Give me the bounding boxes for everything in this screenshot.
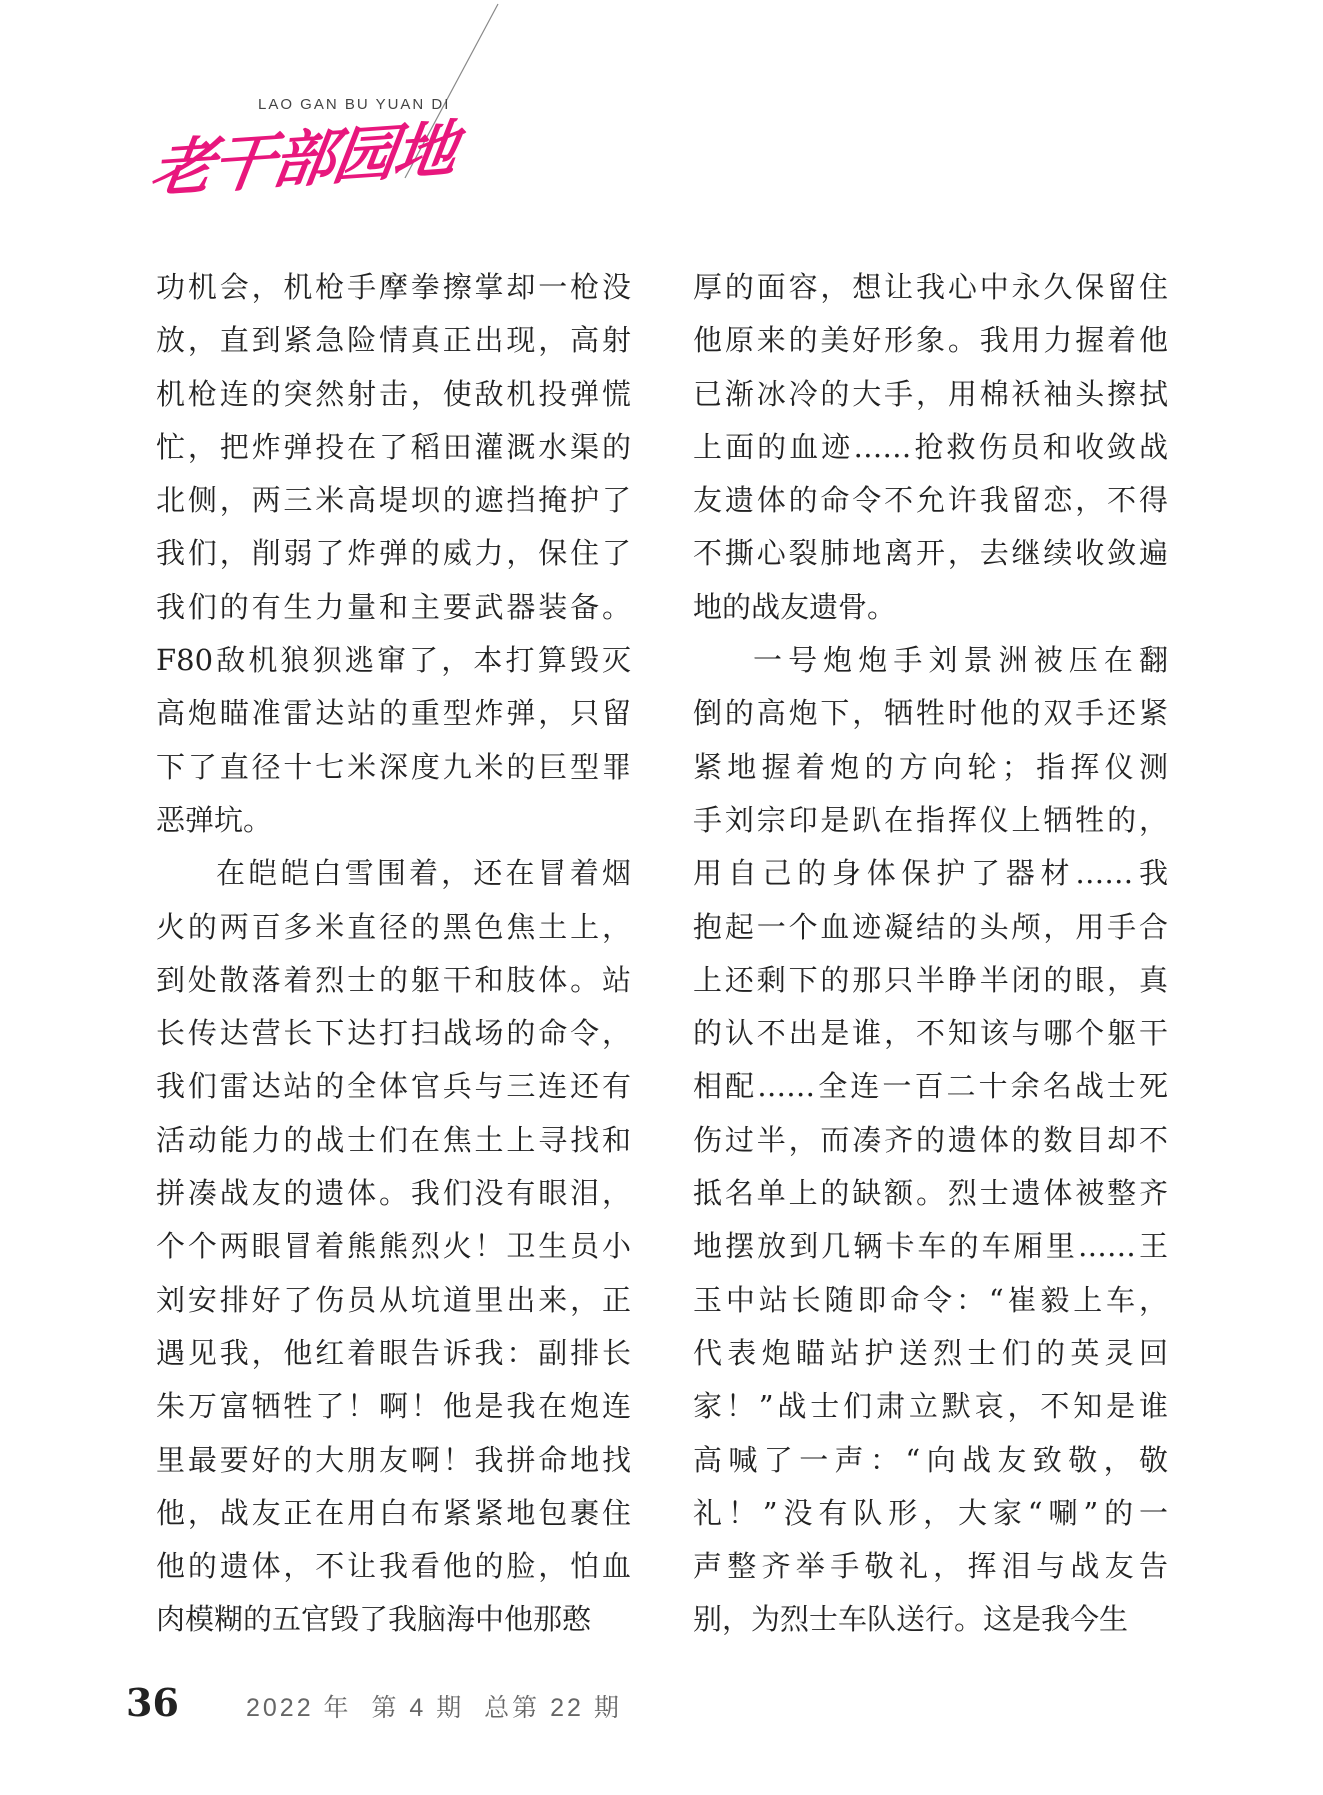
text-line: 他的遗体，不让我看他的脸，怕血 — [156, 1549, 631, 1584]
text-line: 我们的有生力量和主要武器装备。 — [156, 589, 631, 624]
page-number: 36 — [126, 1680, 179, 1725]
text-line: 高炮瞄准雷达站的重型炸弹，只留 — [156, 696, 631, 731]
text-line: 放，直到紧急险情真正出现，高射 — [156, 323, 631, 358]
text-line: 到处散落着烈士的躯干和肢体。站 — [156, 962, 631, 997]
text-line: 相配……全连一百二十余名战士死 — [693, 1069, 1168, 1104]
column-logo: 老干部园地 — [146, 112, 461, 206]
text-line: 长传达营长下达打扫战场的命令， — [156, 1016, 631, 1051]
text-line: 的认不出是谁，不知该与哪个躯干 — [693, 1016, 1168, 1051]
text-line: 忙，把炸弹投在了稻田灌溉水渠的 — [156, 429, 631, 464]
text-column-left — [156, 261, 631, 1647]
issue-info: 2022 年 第 4 期 总第 22 期 — [246, 1694, 622, 1722]
column-pinyin: LAO GAN BU YUAN DI — [258, 96, 451, 113]
text-line: 火的两百多米直径的黑色焦土上， — [156, 909, 631, 944]
text-line: 友遗体的命令不允许我留恋，不得 — [693, 483, 1168, 518]
text-line: 遇见我，他红着眼告诉我：副排长 — [156, 1335, 631, 1370]
page-footer — [0, 1670, 1323, 1730]
text-line: 恶弹坑。 — [156, 802, 273, 837]
text-line: 礼！”没有队形，大家“唰”的一 — [693, 1495, 1168, 1530]
text-line: 伤过半，而凑齐的遗体的数目却不 — [693, 1122, 1168, 1157]
text-line: 功机会，机枪手摩拳擦掌却一枪没 — [156, 270, 631, 304]
text-line: 抵名单上的缺额。烈士遗体被整齐 — [693, 1176, 1168, 1211]
text-line: 机枪连的突然射击，使敌机投弹慌 — [156, 376, 631, 411]
text-line: 地的战友遗骨。 — [693, 589, 897, 624]
text-line: 在皑皑白雪围着，还在冒着烟 — [216, 856, 631, 891]
text-line: 家！”战士们肃立默哀，不知是谁 — [693, 1389, 1168, 1424]
text-line: 别，为烈士车队送行。这是我今生 — [693, 1602, 1129, 1637]
text-line: 他原来的美好形象。我用力握着他 — [693, 323, 1168, 358]
text-line: 代表炮瞄站护送烈士们的英灵回 — [693, 1335, 1168, 1370]
text-line: 活动能力的战士们在焦土上寻找和 — [156, 1122, 631, 1157]
text-line: 里最要好的大朋友啊！我拼命地找 — [156, 1442, 631, 1477]
text-line: 紧地握着炮的方向轮；指挥仪测 — [693, 749, 1168, 784]
text-line: 地摆放到几辆卡车的车厢里……王 — [693, 1229, 1168, 1264]
text-line: 朱万富牺牲了！啊！他是我在炮连 — [156, 1389, 631, 1424]
text-line: 我们，削弱了炸弹的威力，保住了 — [156, 536, 631, 571]
text-line: 上面的血迹……抢救伤员和收敛战 — [693, 429, 1168, 464]
text-line: 手刘宗印是趴在指挥仪上牺牲的， — [693, 802, 1168, 837]
text-line: 声整齐举手敬礼，挥泪与战友告 — [693, 1549, 1168, 1584]
text-column-right — [693, 261, 1168, 1647]
text-line: 厚的面容，想让我心中永久保留住 — [693, 270, 1168, 304]
text-line: 肉模糊的五官毁了我脑海中他那憨 — [156, 1602, 592, 1637]
text-line: 我们雷达站的全体官兵与三连还有 — [156, 1069, 631, 1104]
text-line: 高喊了一声：“向战友致敬，敬 — [693, 1442, 1168, 1477]
text-line: 一号炮炮手刘景洲被压在翻 — [753, 643, 1168, 678]
text-line: 刘安排好了伤员从坑道里出来，正 — [156, 1282, 631, 1317]
text-line: 北侧，两三米高堤坝的遮挡掩护了 — [156, 483, 631, 518]
text-line: F80敌机狼狈逃窜了，本打算毁灭 — [156, 643, 631, 678]
text-line: 上还剩下的那只半睁半闭的眼，真 — [693, 962, 1168, 997]
text-line: 抱起一个血迹凝结的头颅，用手合 — [693, 909, 1168, 944]
text-line: 下了直径十七米深度九米的巨型罪 — [156, 749, 631, 784]
text-line: 个个两眼冒着熊熊烈火！卫生员小 — [156, 1229, 631, 1264]
page-header — [0, 0, 1323, 206]
text-line: 拼凑战友的遗体。我们没有眼泪， — [156, 1176, 631, 1211]
text-line: 玉中站长随即命令：“崔毅上车， — [693, 1282, 1168, 1317]
text-line: 用自己的身体保护了器材……我 — [693, 856, 1168, 891]
text-line: 他，战友正在用白布紧紧地包裹住 — [156, 1495, 631, 1530]
text-line: 倒的高炮下，牺牲时他的双手还紧 — [693, 696, 1168, 731]
text-line: 不撕心裂肺地离开，去继续收敛遍 — [693, 536, 1168, 571]
text-line: 已渐冰冷的大手，用棉袄袖头擦拭 — [693, 376, 1168, 411]
